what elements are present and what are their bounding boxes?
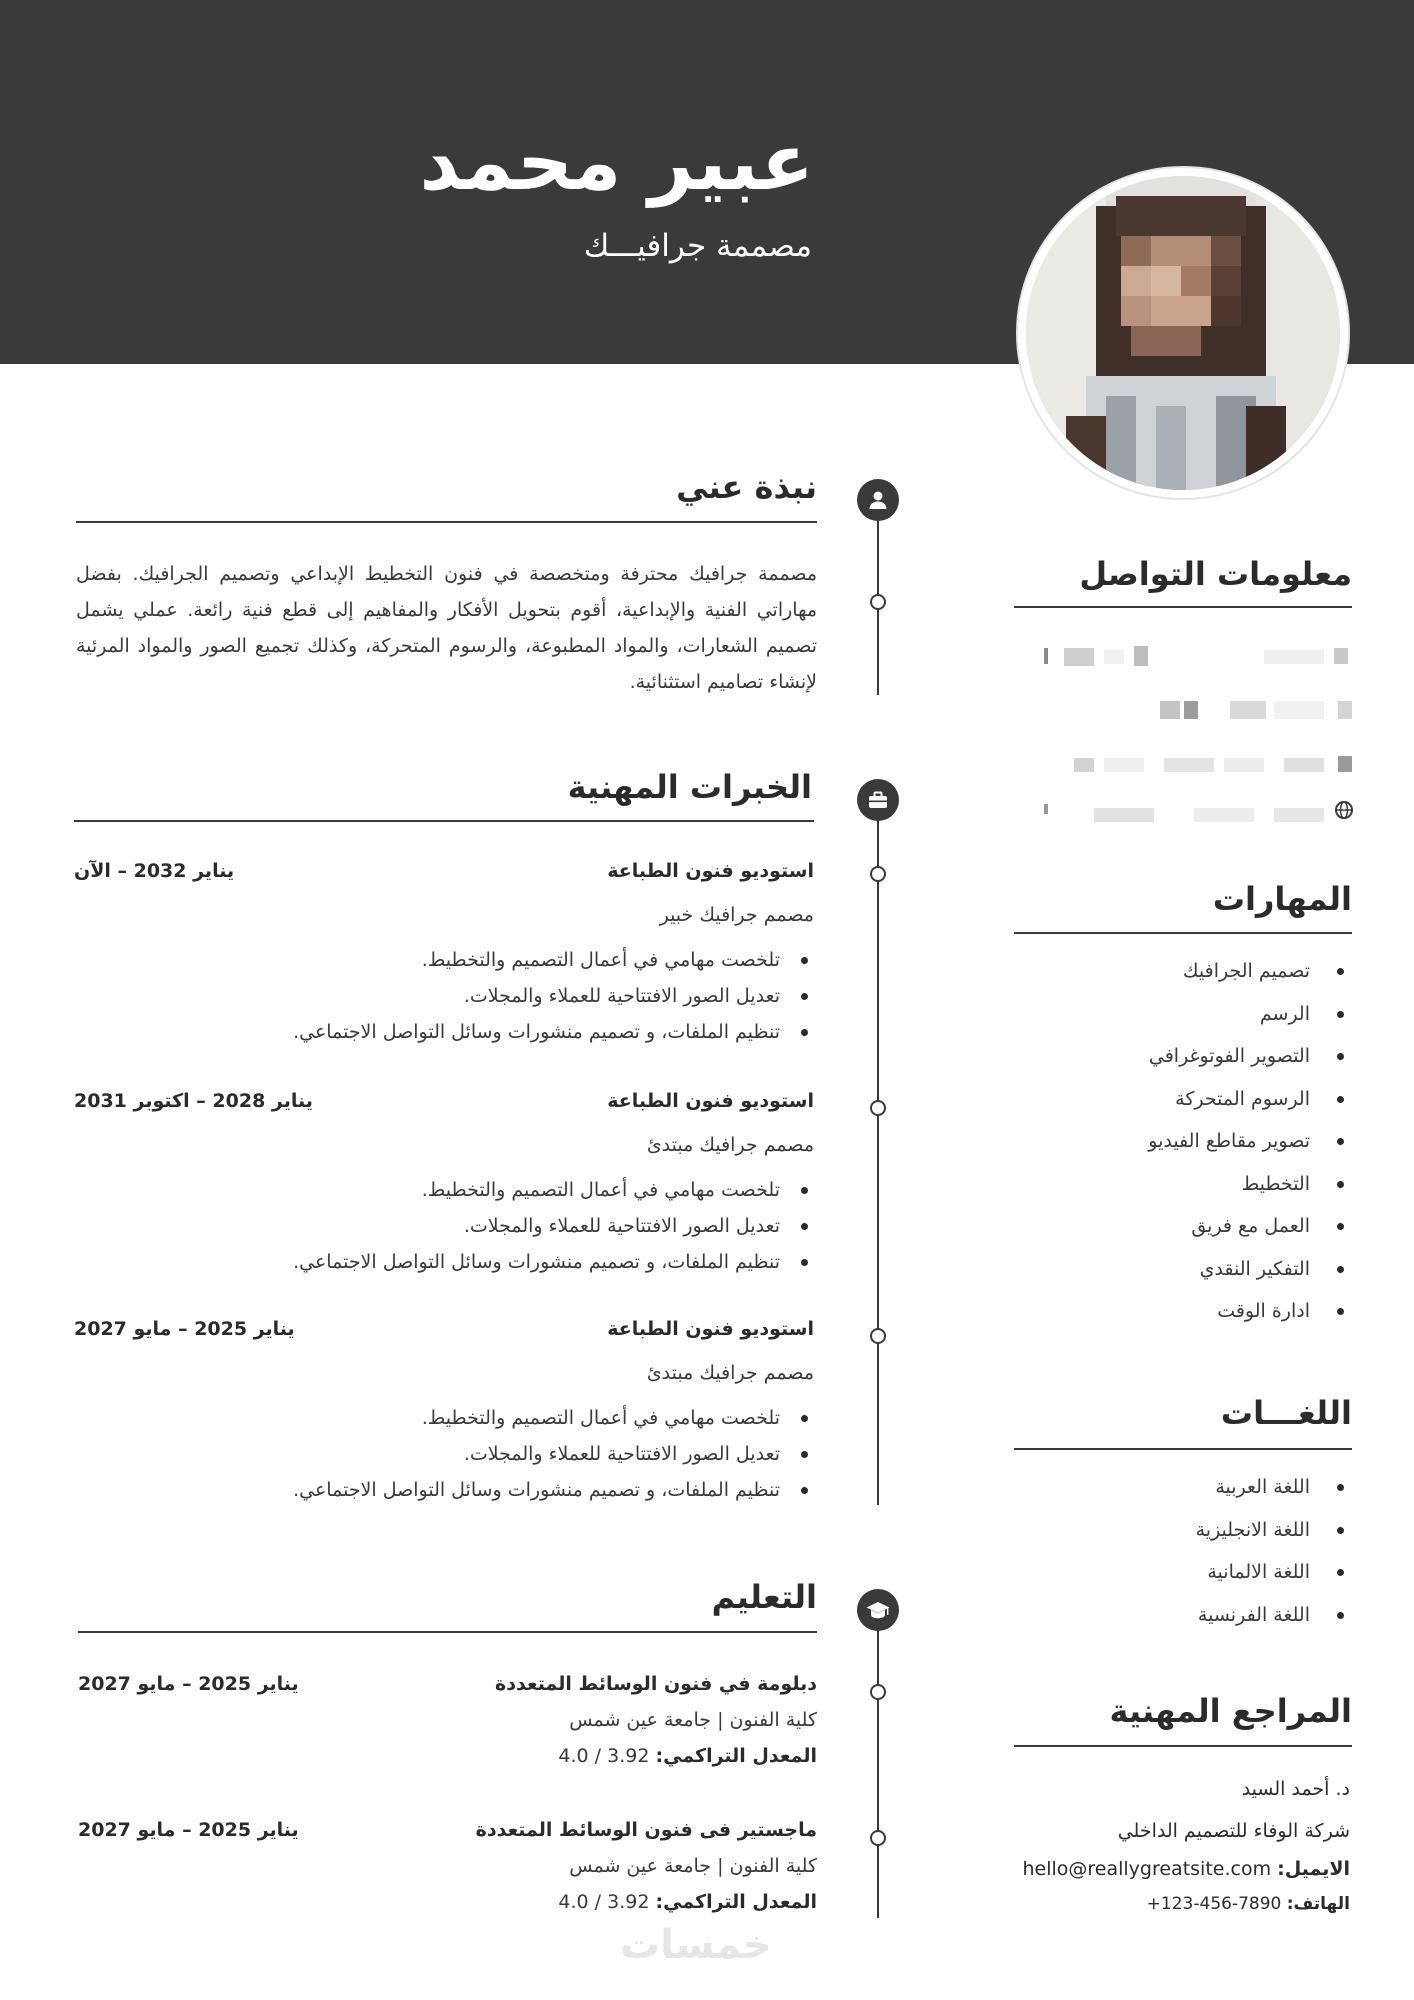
experience-section-title: الخبرات المهنية: [567, 768, 812, 806]
job-company: استوديو فنون الطباعة: [607, 860, 814, 882]
timeline-line-experience: [877, 800, 879, 1505]
contact-phone-redacted: [1034, 644, 1354, 668]
job-dates: يناير 2025 – مايو 2027: [74, 1318, 295, 1340]
timeline-dot: [870, 594, 886, 610]
job-duty-item: تعديل الصور الافتتاحية للعملاء والمجلات.: [293, 1208, 814, 1244]
reference-email-label: الايميل:: [1277, 1858, 1350, 1880]
gpa-value: 3.92 / 4.0: [558, 1891, 650, 1913]
gpa-label: المعدل التراكمي:: [655, 1745, 817, 1767]
timeline-dot: [870, 866, 886, 882]
education-gpa: [558, 1891, 817, 1913]
gpa-label: المعدل التراكمي:: [655, 1891, 817, 1913]
job-role: مصمم جرافيك مبتدئ: [646, 1134, 814, 1156]
timeline-dot: [870, 1684, 886, 1700]
contact-section-rule: [1014, 606, 1352, 608]
job-duties: [293, 1400, 814, 1508]
language-item: اللغة الفرنسية: [1196, 1594, 1344, 1637]
language-item: اللغة العربية: [1196, 1466, 1344, 1509]
skills-section-rule: [1014, 932, 1352, 934]
job-duty-item: تعديل الصور الافتتاحية للعملاء والمجلات.: [293, 978, 814, 1014]
about-section-icon: [857, 479, 899, 521]
contact-address-redacted: [1034, 752, 1354, 776]
skill-item: العمل مع فريق: [1148, 1205, 1344, 1248]
job-role: مصمم جرافيك مبتدئ: [646, 1362, 814, 1384]
experience-section-icon: [857, 779, 899, 821]
timeline-line-education: [877, 1610, 879, 1918]
reference-email-value: hello@reallygreatsite.com: [1022, 1858, 1272, 1880]
candidate-job-title: مصممة جرافيـــك: [583, 228, 812, 264]
job-company: استوديو فنون الطباعة: [607, 1318, 814, 1340]
timeline-dot: [870, 1328, 886, 1344]
education-dates: يناير 2025 – مايو 2027: [78, 1673, 299, 1695]
education-school: كلية الفنون | جامعة عين شمس: [569, 1855, 817, 1877]
skill-item: تصميم الجرافيك: [1148, 950, 1344, 993]
about-text: مصممة جرافيك محترفة ومتخصصة في فنون التخطيط الإبداعي وتصميم الجرافيك. بفضل مهاراتي الفنية والإبداعية، أقوم بتحويل الأفكار والمفاهيم إلى قطع فنية رائعة. عملي يشمل تصميم الشعارات، والمواد المطبوعة، والرسوم المتحركة، وكذلك تجميع الصور والمواد المرئية لإنشاء تصاميم استثنائية.: [76, 563, 817, 693]
education-degree: ماجستير فى فنون الوسائط المتعددة: [475, 1819, 817, 1841]
education-section-title: التعليم: [711, 1578, 817, 1616]
references-section-rule: [1014, 1745, 1352, 1747]
education-section-icon: [857, 1589, 899, 1631]
reference-phone: [1147, 1894, 1350, 1914]
reference-phone-value: +123-456-7890: [1146, 1894, 1282, 1914]
job-duty-item: تلخصت مهامي في أعمال التصميم والتخطيط.: [293, 1400, 814, 1436]
job-dates: يناير 2028 – اكتوبر 2031: [74, 1090, 313, 1112]
about-section-title: نبذة عني: [676, 468, 817, 506]
experience-section-rule: [74, 820, 814, 822]
job-duty-item: تنظيم الملفات، و تصميم منشورات وسائل التواصل الاجتماعي.: [293, 1472, 814, 1508]
about-section-rule: [76, 521, 817, 523]
skill-item: التخطيط: [1148, 1163, 1344, 1206]
contact-section-title: معلومات التواصل: [1079, 555, 1352, 593]
gpa-value: 3.92 / 4.0: [558, 1745, 650, 1767]
redacted-blur: [1034, 697, 1354, 721]
job-duty-item: تنظيم الملفات، و تصميم منشورات وسائل التواصل الاجتماعي.: [293, 1014, 814, 1050]
candidate-name: عبير محمد: [419, 118, 814, 208]
watermark: خمسات: [620, 1922, 772, 1968]
job-company: استوديو فنون الطباعة: [607, 1090, 814, 1112]
timeline-dot: [870, 1830, 886, 1846]
redacted-blur: [1034, 644, 1354, 668]
skill-item: الرسوم المتحركة: [1148, 1078, 1344, 1121]
job-duty-item: تلخصت مهامي في أعمال التصميم والتخطيط.: [293, 942, 814, 978]
contact-email-redacted: [1034, 697, 1354, 721]
redacted-blur: [1034, 752, 1354, 776]
profile-photo-pixelated: [1026, 176, 1340, 490]
language-item: اللغة الانجليزية: [1196, 1509, 1344, 1552]
job-duty-item: تعديل الصور الافتتاحية للعملاء والمجلات.: [293, 1436, 814, 1472]
job-duty-item: تلخصت مهامي في أعمال التصميم والتخطيط.: [293, 1172, 814, 1208]
profile-photo: [1026, 176, 1340, 490]
job-duty-item: تنظيم الملفات، و تصميم منشورات وسائل التواصل الاجتماعي.: [293, 1244, 814, 1280]
skills-section-title: المهارات: [1212, 880, 1352, 918]
reference-name: د. أحمد السيد: [1241, 1778, 1350, 1800]
education-school: كلية الفنون | جامعة عين شمس: [569, 1709, 817, 1731]
graduation-cap-icon: [865, 1598, 891, 1622]
profile-photo-frame: [1018, 168, 1348, 498]
job-duties: [293, 942, 814, 1050]
languages-list: [1196, 1466, 1344, 1636]
language-item: اللغة الالمانية: [1196, 1551, 1344, 1594]
languages-section-rule: [1014, 1448, 1352, 1450]
references-section-title: المراجع المهنية: [1109, 1692, 1352, 1730]
contact-website-redacted: [1034, 800, 1354, 824]
reference-email: [1022, 1858, 1350, 1880]
job-duties: [293, 1172, 814, 1280]
skills-list: [1148, 950, 1344, 1333]
skill-item: التصوير الفوتوغرافي: [1148, 1035, 1344, 1078]
skill-item: الرسم: [1148, 993, 1344, 1036]
education-section-rule: [78, 1631, 817, 1633]
globe-icon: [1034, 800, 1354, 824]
skill-item: ادارة الوقت: [1148, 1290, 1344, 1333]
languages-section-title: اللغـــات: [1220, 1394, 1352, 1432]
job-role: مصمم جرافيك خبير: [659, 904, 814, 926]
reference-company: شركة الوفاء للتصميم الداخلي: [1117, 1820, 1350, 1842]
education-dates: يناير 2025 – مايو 2027: [78, 1819, 299, 1841]
skill-item: التفكير النقدي: [1148, 1248, 1344, 1291]
skill-item: تصوير مقاطع الفيديو: [1148, 1120, 1344, 1163]
briefcase-icon: [866, 788, 890, 812]
reference-phone-label: الهاتف:: [1286, 1894, 1350, 1914]
timeline-dot: [870, 1100, 886, 1116]
education-degree: دبلومة في فنون الوسائط المتعددة: [495, 1673, 817, 1695]
job-dates: يناير 2032 – الآن: [74, 860, 235, 882]
education-gpa: [558, 1745, 817, 1767]
person-icon: [866, 488, 890, 512]
